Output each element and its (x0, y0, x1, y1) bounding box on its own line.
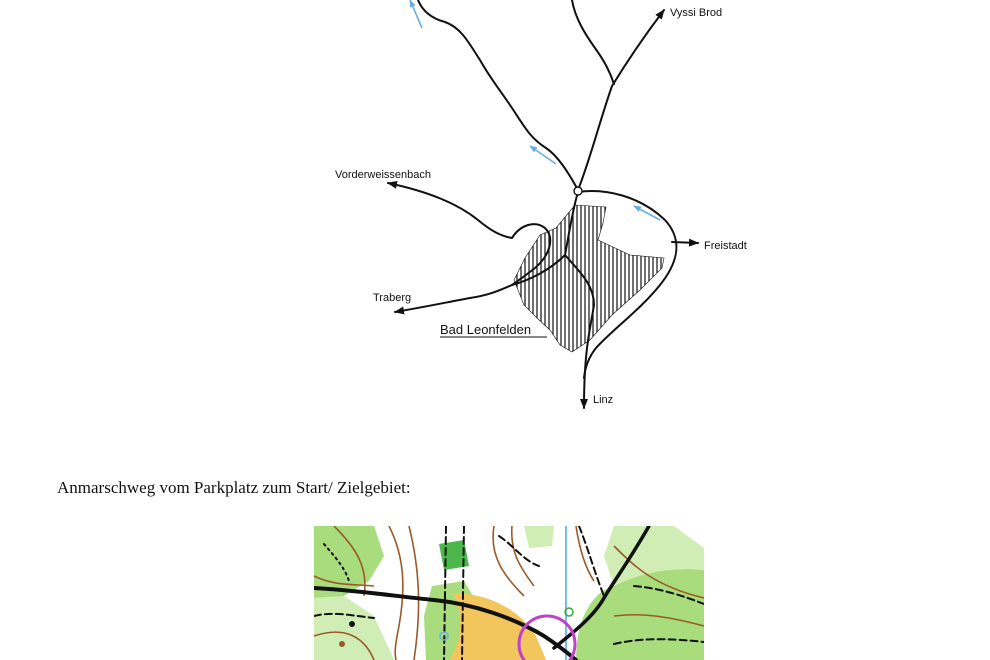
label-traberg: Traberg (373, 292, 412, 304)
road-to-vyssi-brod (578, 10, 664, 190)
green-patch-north (524, 526, 554, 548)
road-to-freistadt (672, 242, 698, 243)
orienteering-map-excerpt (314, 526, 704, 660)
label-linz: Linz (593, 394, 614, 406)
feature-dot-2 (339, 641, 345, 647)
junction-marker (574, 187, 582, 195)
road-northwest (418, 0, 578, 190)
direction-arrow-middle (530, 146, 556, 164)
road-north (572, 0, 614, 84)
label-vyssi-brod: Vyssi Brod (670, 7, 723, 19)
label-freistadt: Freistadt (704, 240, 747, 252)
label-vorderweissenbach: Vorderweissenbach (335, 169, 432, 181)
road-to-vorderweissenbach (388, 183, 512, 238)
feature-dot-1 (349, 621, 355, 627)
label-bad-leonfelden: Bad Leonfelden (440, 322, 532, 337)
approach-route-caption: Anmarschweg vom Parkplatz zum Start/ Zielgebiet: (57, 478, 411, 497)
